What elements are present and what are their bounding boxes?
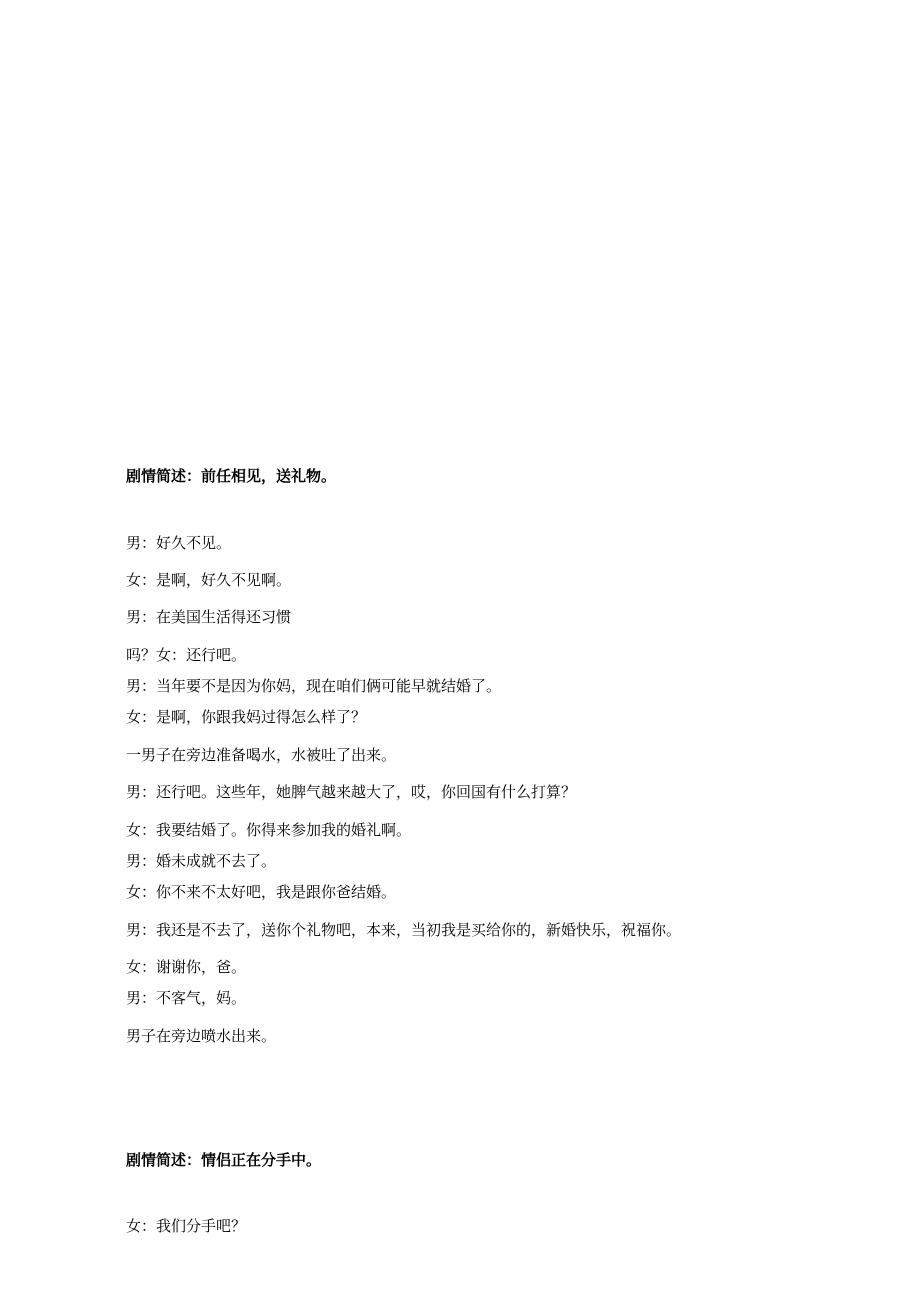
dialogue-line: 女：我要结婚了。你得来参加我的婚礼啊。	[126, 821, 412, 839]
dialogue-line: 男：还行吧。这些年，她脾气越来越大了，哎，你回国有什么打算？	[126, 783, 577, 801]
dialogue-line: 男：当年要不是因为你妈，现在咱们俩可能早就结婚了。	[126, 677, 502, 695]
dialogue-line: 男：在美国生活得还习惯	[126, 608, 292, 626]
dialogue-line: 男：婚未成就不去了。	[126, 852, 277, 870]
dialogue-line: 男：好久不见。	[126, 534, 232, 552]
dialogue-line: 男：不客气，妈。	[126, 989, 247, 1007]
dialogue-line: 女：我们分手吧？	[126, 1217, 247, 1235]
dialogue-line: 女：是啊，你跟我妈过得怎么样了？	[126, 708, 367, 726]
dialogue-line: 女：谢谢你，爸。	[126, 958, 247, 976]
scene-2-summary: 剧情简述：情侣正在分手中。	[126, 1151, 322, 1169]
stage-direction: 一男子在旁边准备喝水，水被吐了出来。	[126, 746, 397, 764]
dialogue-line: 女：你不来不太好吧，我是跟你爸结婚。	[126, 883, 397, 901]
scene-1-summary: 剧情简述：前任相见，送礼物。	[126, 467, 337, 485]
dialogue-line: 吗？女：还行吧。	[126, 646, 247, 664]
stage-direction: 男子在旁边喷水出来。	[126, 1027, 277, 1045]
dialogue-line: 男：我还是不去了，送你个礼物吧，本来，当初我是买给你的，新婚快乐，祝福你。	[126, 921, 682, 939]
dialogue-line: 女：是啊，好久不见啊。	[126, 571, 292, 589]
